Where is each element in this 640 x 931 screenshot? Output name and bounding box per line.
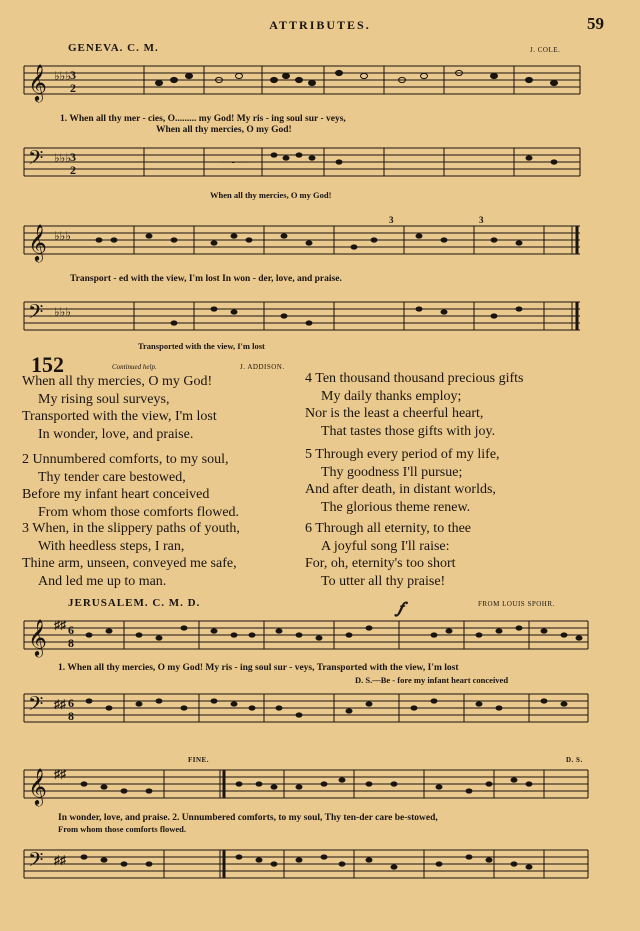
verse-2 (22, 451, 239, 521)
music-staff-treble-4 (24, 762, 594, 812)
verse-line: Through every period of my life, (315, 447, 500, 462)
music-staff-treble-2 (24, 215, 584, 268)
hymn-number: 152 (31, 352, 64, 377)
verse-line: And after death, in distant worlds, (305, 482, 496, 498)
verse-number: 4 (305, 371, 312, 386)
verse-line: And led me up to man. (38, 573, 167, 589)
lyric-line-geneva-2: Transport - ed with the view, I'm lost In won - der, love, and praise. (70, 274, 342, 284)
svg-text:♭♭♭: ♭♭♭ (54, 151, 71, 165)
verse-line: Transported with the view, I'm lost (22, 409, 217, 425)
svg-text:♯♯: ♯♯ (54, 697, 66, 711)
svg-text:𝄞: 𝄞 (28, 619, 47, 655)
svg-text:𝄞: 𝄞 (28, 768, 47, 804)
verse-4 (305, 370, 523, 440)
composer-cole: J. COLE. (530, 46, 561, 54)
tune-name-jerusalem: JERUSALEM. C. M. D. (68, 597, 201, 609)
svg-text:♯♯: ♯♯ (54, 853, 66, 867)
verse-number: 2 (22, 452, 29, 467)
svg-text:— - —: — - — (219, 157, 248, 168)
svg-text:𝄢: 𝄢 (28, 302, 44, 328)
verse-line: Through all eternity, to thee (315, 521, 472, 536)
svg-text:𝄢: 𝄢 (28, 694, 44, 720)
svg-text:𝄢: 𝄢 (28, 850, 44, 876)
verse-line: From whom those comforts flowed. (38, 504, 240, 520)
verse-1 (22, 373, 217, 443)
hymn-subject: Continued help. (112, 363, 157, 371)
svg-text:3: 3 (389, 215, 394, 225)
verse-line: My rising soul surveys, (38, 391, 170, 407)
svg-text:8: 8 (68, 636, 74, 650)
lyric-line-jerusalem-2b: From whom those comforts flowed. (58, 824, 187, 834)
svg-text:2: 2 (70, 163, 76, 177)
music-staff-bass-3 (24, 686, 594, 736)
section-title: ATTRIBUTES. (269, 18, 371, 32)
svg-text:♯♯: ♯♯ (54, 767, 66, 781)
lyric-line-jerusalem-2: In wonder, love, and praise. 2. Unnumbered comforts, to my soul, Thy ten-der care be-stowed, (58, 813, 438, 823)
verse-number: 5 (305, 447, 312, 462)
music-staff-treble-3 (24, 613, 594, 663)
lyric-line-geneva-1: 1. When all thy mer - cies, O......... my God! My ris - ing soul sur - veys, (60, 114, 346, 124)
verse-line: Nor is the least a cheerful heart, (305, 406, 484, 422)
svg-text:3: 3 (70, 68, 76, 82)
verse-line: The glorious theme renew. (321, 499, 471, 515)
svg-text:2: 2 (70, 81, 76, 95)
verse-line: To utter all thy praise! (321, 573, 446, 589)
svg-text:♭♭♭: ♭♭♭ (54, 229, 71, 243)
lyric-line-geneva-alt: When all thy mercies, O my God! (156, 125, 292, 135)
music-staff-bass-2 (24, 294, 584, 344)
svg-text:8: 8 (68, 709, 74, 723)
svg-text:3: 3 (70, 150, 76, 164)
sforzando-mark: 𝆑 (398, 600, 404, 617)
lyric-bass-geneva-1: When all thy mercies, O my God! (210, 190, 332, 200)
svg-text:3: 3 (479, 215, 484, 225)
svg-text:♭♭♭: ♭♭♭ (54, 69, 71, 83)
verse-line: When, in the slippery paths of youth, (32, 521, 240, 536)
svg-text:6: 6 (68, 623, 74, 637)
svg-text:♭♭♭: ♭♭♭ (54, 305, 71, 319)
verse-5 (305, 446, 500, 516)
verse-number: 3 (22, 521, 29, 536)
music-staff-bass-1 (24, 140, 584, 190)
music-staff-bass-4 (24, 842, 594, 892)
verse-line: Thy goodness I'll pursue; (321, 464, 463, 480)
lyric-ds-jerusalem: D. S.—Be - fore my infant heart conceived (355, 675, 509, 685)
verse-line: A joyful song I'll raise: (321, 538, 450, 554)
ds-mark: D. S. (566, 756, 583, 764)
verse-line: That tastes those gifts with joy. (321, 423, 496, 439)
verse-line: In wonder, love, and praise. (38, 426, 194, 442)
page-number: 59 (587, 14, 604, 33)
verse-line: For, oh, eternity's too short (305, 556, 456, 572)
verse-line: Ten thousand thousand precious gifts (315, 371, 524, 386)
verse-line: Thine arm, unseen, conveyed me safe, (22, 556, 237, 572)
verse-line: With heedless steps, I ran, (38, 538, 185, 554)
verse-line: My daily thanks employ; (321, 388, 462, 404)
tune-name-geneva: GENEVA. C. M. (68, 42, 159, 54)
verse-line: Thy tender care bestowed, (38, 469, 186, 485)
music-staff-treble-1 (24, 58, 584, 108)
fine-mark: FINE. (188, 756, 209, 764)
svg-text:𝄞: 𝄞 (28, 64, 47, 100)
verse-6 (305, 520, 471, 590)
svg-text:𝄞: 𝄞 (28, 224, 47, 260)
svg-text:6: 6 (68, 696, 74, 710)
verse-line: When all thy mercies, O my God! (22, 374, 213, 389)
lyric-bass-geneva-2: Transported with the view, I'm lost (138, 341, 265, 351)
verse-line: Before my infant heart conceived (22, 487, 210, 503)
verse-number: 6 (305, 521, 312, 536)
verse-line: Unnumbered comforts, to my soul, (32, 452, 229, 467)
verse-3 (22, 520, 240, 590)
svg-text:𝄢: 𝄢 (28, 148, 44, 174)
hymn-author: J. ADDISON. (240, 363, 285, 371)
composer-spohr: FROM LOUIS SPOHR. (478, 600, 555, 608)
lyric-line-jerusalem-1: 1. When all thy mercies, O my God! My ris - ing soul sur - veys, Transported with the view, I'm lost (58, 663, 459, 673)
svg-text:♯♯: ♯♯ (54, 618, 66, 632)
